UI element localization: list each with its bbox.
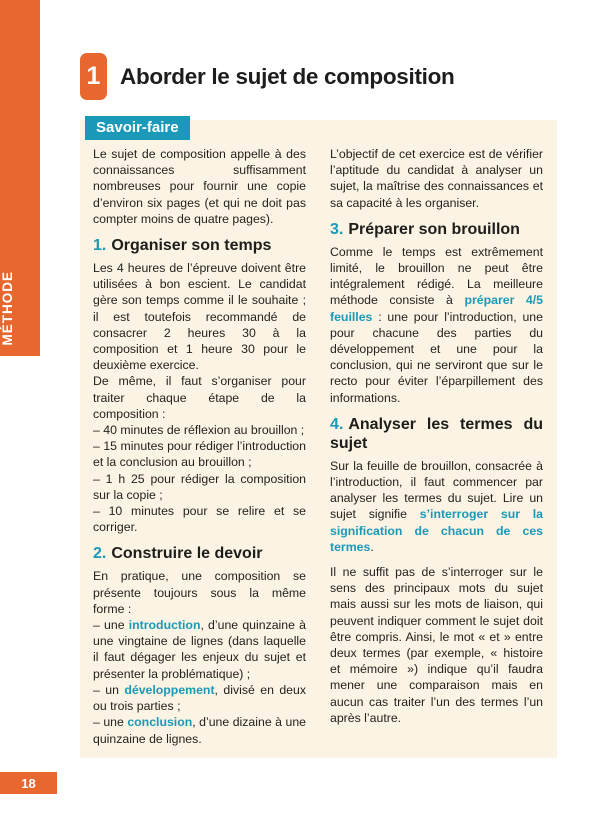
list-item-text: – une [93,618,129,633]
paragraph-text: : une pour l’introduction, une pour chacune des parties du développement et une pour la conclusion, qui ne serviront que sur le recto pour éviter l’éparpillement des informations. [330,309,543,405]
paragraph-intro-left: Le sujet de composition appelle à des connaissances suffisamment nombreuses pour fournir une copie d’environ six pages (et qui ne doit pas compter moins de quatre pages). [93,147,306,226]
paragraph-text: Sur la feuille de brouillon, consacrée à l’introduction, il faut commencer par analyser les termes du sujet. Lire un sujet signifie [330,458,543,522]
paragraph-intro-right: L’objectif de cet exercice est de vérifier l’aptitude du candidat à analyser un sujet, la maîtrise des connaissances et sa capacité à les organiser. [330,147,543,210]
section-number: 1. [93,237,107,255]
section-number: 3. [330,220,344,238]
method-section-tab [0,0,40,356]
list-item: – 10 minutes pour se relire et se corriger. [93,504,306,535]
paragraph-text: Comme le temps est extrêmement limité, le brouillon ne peut être intégralement rédigé. La meilleure méthode consiste à [330,244,543,308]
list-item [93,617,306,682]
keyword-highlight: conclusion [127,715,193,730]
list-item: – 15 minutes pour rédiger l’introduction et la conclusion au brouillon ; [93,439,306,470]
page-title: Aborder le sujet de composition [120,63,455,89]
chapter-header [80,53,455,100]
list-item-text: , d’une dizaine à une quinzaine de lignes. [93,715,306,746]
section-heading-label: Préparer son brouillon [348,220,520,238]
paragraph: En pratique, une composition se présente toujours sous la même forme : [93,569,306,616]
paragraph [330,244,543,406]
left-column [93,146,306,758]
list-item-text: , d’une quinzaine à une vingtaine de lignes (dans laquelle il faut dégager les enjeux du sujet et présenter la problématique) ; [93,618,306,681]
list-item-text: – un [93,682,125,697]
paragraph [330,458,543,555]
section-heading-label: Analyser les termes du sujet [330,415,543,452]
method-tab-label: MÉTHODE [0,270,15,345]
keyword-highlight: préparer 4/5 feuilles [330,293,543,324]
section-heading-3 [330,220,543,239]
savoir-faire-badge: Savoir-faire [85,116,190,140]
section-heading-2 [93,544,306,563]
chapter-number: 1 [86,62,101,90]
section-heading-label: Construire le devoir [111,545,263,563]
paragraph-text: . [370,539,374,554]
keyword-highlight: développement [124,682,215,697]
section-heading-4 [330,415,543,453]
list-item: – 1 h 25 pour rédiger la composition sur la copie ; [93,471,306,502]
list-item [93,714,306,746]
two-column-layout [80,120,557,758]
paragraph: Les 4 heures de l’épreuve doivent être utilisées à bon escient. Le candidat gère son temps comme il le souhaite ; il est toutefois recommandé de consacrer 2 heures 30 à la composition et 1 heure 30 pour le deuxième exercice. [93,261,306,373]
savoir-faire-panel [80,120,557,758]
page-number-label: 18 [21,775,36,791]
section-heading-1 [93,236,306,255]
section-number: 2. [93,545,107,563]
section-number: 4. [330,415,344,433]
keyword-highlight: s’interroger sur la signification de chacun de ces termes [330,507,543,554]
right-column [330,146,543,758]
list-item-text: – une [93,715,128,730]
list-item: – 40 minutes de réflexion au brouillon ; [93,423,305,438]
list-item-text: , divisé en deux ou trois parties ; [93,682,306,714]
chapter-number-badge [80,53,107,100]
list-item [93,682,306,714]
paragraph: Il ne suffit pas de s’interroger sur le sens des principaux mots du sujet mais aussi sur les mots de liaison, qui peuvent indiquer comment le sujet doit être compris. Ainsi, le mot « et » entre deux termes (par exemple, « histoire et mémoire ») indique qu’il faudra mener une comparaison mais en aucun cas traiter l’un des termes l’un après l’autre. [330,565,543,725]
section-heading-label: Organiser son temps [111,237,272,255]
paragraph: De même, il faut s’organiser pour traiter chaque étape de la composition : [93,374,306,421]
keyword-highlight: introduction [128,618,201,633]
page-number [0,772,57,794]
